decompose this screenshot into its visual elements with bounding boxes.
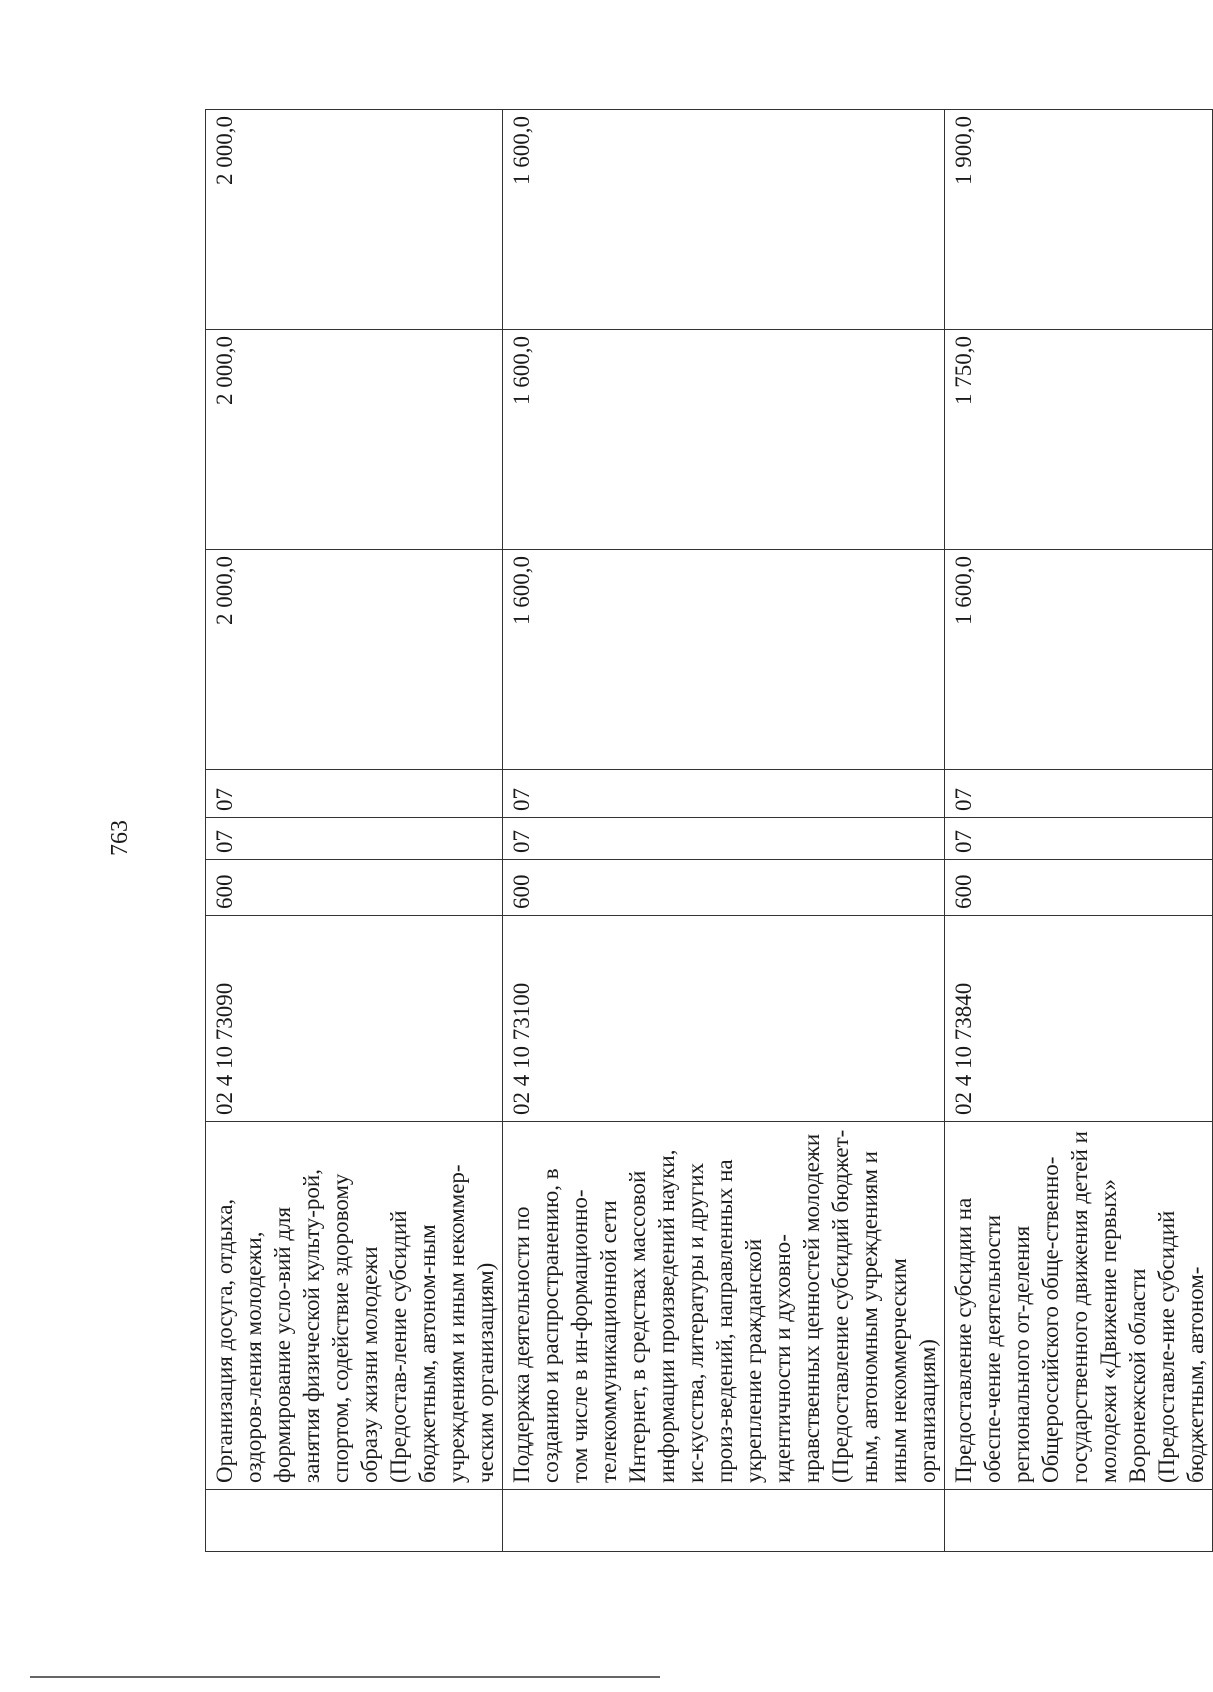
table-cell-amount-1: 1 600,0: [503, 550, 945, 770]
table-cell-amount-1: 2 000,0: [206, 550, 503, 770]
table-cell-code: 02 4 10 73840: [945, 916, 1213, 1122]
table-cell-subsection: 07: [945, 770, 1213, 818]
table-cell-expense-type: 600: [206, 860, 503, 916]
table-cell-section: 07: [503, 818, 945, 860]
table-cell-amount-3: 1 600,0: [503, 110, 945, 330]
rotated-table-container: [205, 109, 1213, 1552]
page-number: 763: [107, 820, 133, 856]
table-cell-section: 07: [945, 818, 1213, 860]
item-name: Предоставление субсидии на обеспе-чение деятельности регионального от-деления Общероссийского обще-ственно-государственного движения детей и молодежи «Движение первых» Воронежской области (Предоставле-ние субсидий бюджетным, автоном-: [951, 1131, 1208, 1483]
table-cell-amount-1: 1 600,0: [945, 550, 1213, 770]
table-cell-amount-3: 2 000,0: [206, 110, 503, 330]
scan-edge-line: [30, 1676, 660, 1678]
table-cell-name: [945, 1122, 1213, 1490]
table-row: [206, 110, 503, 1552]
item-name: Организация досуга, отдыха, оздоров-ления молодежи, формирование усло-вий для занятия физической культу-рой, спортом, содействие здоровому образу жизни молодежи (Предостав-ление субсидий бюджетным, автоном-ным учреждениям и иным некоммер-ческим организациям): [212, 1164, 498, 1483]
table-cell-amount-2: 2 000,0: [206, 330, 503, 550]
table-cell-code: 02 4 10 73100: [503, 916, 945, 1122]
table-cell-section: 07: [206, 818, 503, 860]
table-cell-amount-2: 1 600,0: [503, 330, 945, 550]
table-cell-expense-type: 600: [945, 860, 1213, 916]
table-row: [503, 110, 945, 1552]
table-cell-name: [503, 1122, 945, 1490]
table-cell-empty: [503, 1490, 945, 1552]
table-cell-amount-3: 1 900,0: [945, 110, 1213, 330]
budget-table: [205, 109, 1213, 1552]
table-cell-expense-type: 600: [503, 860, 945, 916]
item-name: Поддержка деятельности по созданию и распространению, в том числе в ин-формационно-телекоммуникационной сети Интернет, в средствах массовой информации произведений науки, ис-кусства, литературы и других произ-ведений, направленных на укрепление гражданской идентичности и духовно-нравственных ценностей молодежи (Предоставление субсидий бюджет-ным, автономным учреждениям и иным некоммерческим организациям): [509, 1129, 940, 1483]
table-cell-subsection: 07: [206, 770, 503, 818]
table-cell-code: 02 4 10 73090: [206, 916, 503, 1122]
table-cell-subsection: 07: [503, 770, 945, 818]
table-cell-empty: [945, 1490, 1213, 1552]
table-cell-amount-2: 1 750,0: [945, 330, 1213, 550]
table-cell-name: [206, 1122, 503, 1490]
table-cell-empty: [206, 1490, 503, 1552]
table-row: [945, 110, 1213, 1552]
